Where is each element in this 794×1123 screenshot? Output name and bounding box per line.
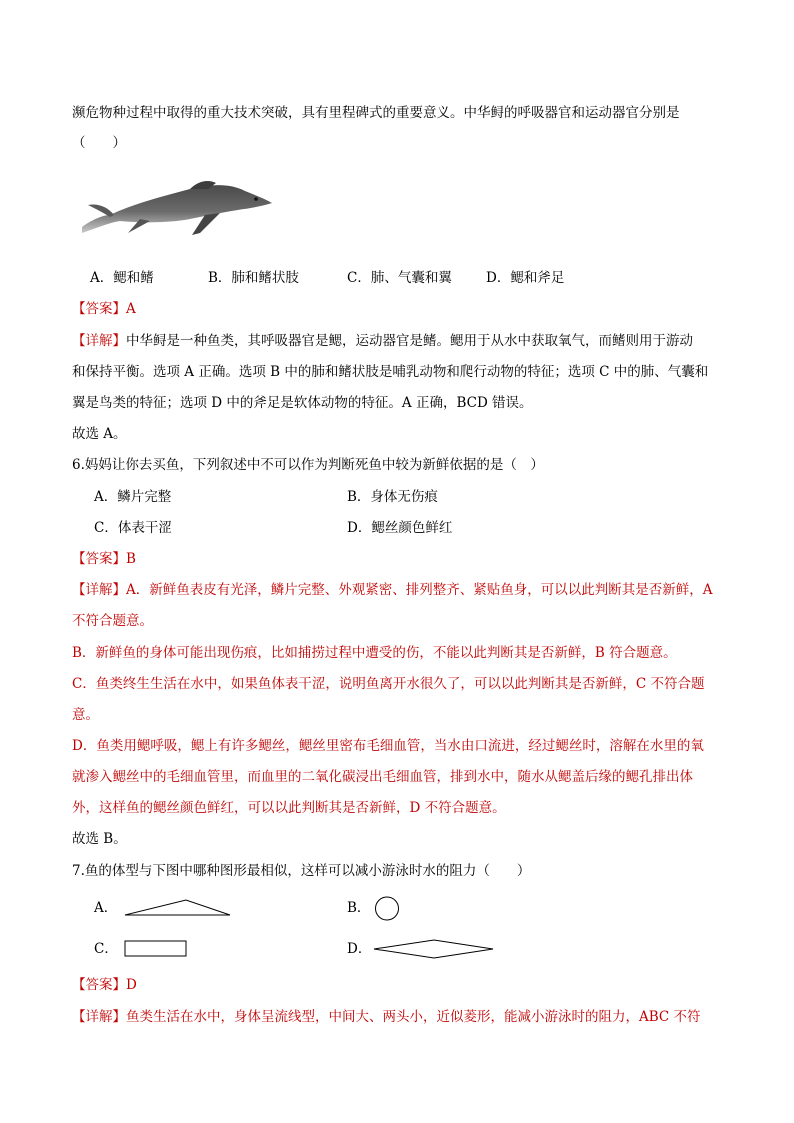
q5-option-c: C．肺、气囊和翼 <box>347 270 452 286</box>
q5-option-d: D．鳃和斧足 <box>486 270 565 286</box>
q5-detail-line-1 <box>72 331 693 351</box>
q7-answer-line <box>72 975 137 995</box>
q5-detail-line-3: 翼是鸟类的特征；选项 D 中的斧足是软体动物的特征。A 正确，BCD 错误。 <box>72 395 533 411</box>
q6-answer: B <box>126 551 136 567</box>
q7-option-a-label: A． <box>94 900 118 916</box>
q6-detail-line-2: 不符合题意。 <box>72 613 153 629</box>
q5-detail-line-2: 和保持平衡。选项 A 正确。选项 B 中的肺和鳍状肢是哺乳动物和爬行动物的特征；选项 C 中的肺、气囊和 <box>72 364 709 380</box>
q6-answer-line <box>72 549 136 569</box>
q6-conclusion: 故选 B。 <box>72 831 127 847</box>
answer-tag: 【答案】 <box>72 301 126 317</box>
q7-detail-text: 鱼类生活在水中，身体呈流线型，中间大、两头小，近似菱形，能减小游泳时的阻力，ABC 不符 <box>126 1009 701 1025</box>
q6-detail-line-1 <box>72 580 713 600</box>
q5-stem-continued: 濒危物种过程中取得的重大技术突破，具有里程碑式的重要意义。中华鲟的呼吸器官和运动器官分别是 <box>72 105 680 121</box>
detail-tag: 【详解】 <box>72 333 126 349</box>
q6-detail-line-3: B．新鲜鱼的身体可能出现伤痕，比如捕捞过程中遭受的伤，不能以此判断其是否新鲜，B 符合题意。 <box>72 645 677 661</box>
rhombus-shape <box>372 938 496 960</box>
detail-tag: 【详解】 <box>72 582 126 598</box>
q5-option-a: A．鳃和鳍 <box>90 270 154 286</box>
q5-answer-line <box>72 299 136 319</box>
q6-detail-line-8: 外，这样鱼的鳃丝颜色鲜红，可以以此判断其是否新鲜，D 不符合题意。 <box>72 800 506 816</box>
q6-option-a: A．鳞片完整 <box>94 489 172 505</box>
q5-option-b: B．肺和鳍状肢 <box>208 270 299 286</box>
q5-detail-text: 中华鲟是一种鱼类，其呼吸器官是鳃，运动器官是鳍。鳃用于从水中获取氧气，而鳍则用于游动 <box>126 333 693 349</box>
q7-option-d-label: D． <box>347 941 372 957</box>
q7-option-c-label: C． <box>94 941 118 957</box>
answer-tag: 【答案】 <box>72 551 126 567</box>
q5-conclusion: 故选 A。 <box>72 426 127 442</box>
q6-detail-line-7: 就渗入鳃丝中的毛细血管里，而血里的二氧化碳浸出毛细血管，排到水中，随水从鳃盖后缘的鳃孔排出体 <box>72 769 693 785</box>
q6-option-c: C．体表干涩 <box>94 520 172 536</box>
q6-option-d: D．鳃丝颜色鲜红 <box>347 520 453 536</box>
q6-detail-line-4: C．鱼类终生生活在水中，如果鱼体表干涩，说明鱼离开水很久了，可以以此判断其是否新鲜，C 不符合题 <box>72 676 705 692</box>
q7-option-b-label: B． <box>347 900 371 916</box>
q6-stem: 6.妈妈让你去买鱼，下列叙述中不可以作为判断死鱼中较为新鲜依据的是（ ） <box>72 457 544 473</box>
q5-answer: A <box>126 301 136 317</box>
triangle-shape <box>124 898 232 918</box>
q7-detail-line-1 <box>72 1007 701 1027</box>
q7-answer: D <box>126 977 137 993</box>
detail-tag: 【详解】 <box>72 1009 126 1025</box>
q6-option-b: B．身体无伤痕 <box>347 489 438 505</box>
q6-detail-text: A．新鲜鱼表皮有光泽，鳞片完整、外观紧密、排列整齐、紧贴鱼身，可以以此判断其是否新鲜，A <box>126 582 713 598</box>
q7-stem: 7.鱼的体型与下图中哪种图形最相似，这样可以减小游泳时水的阻力（ ） <box>72 863 531 879</box>
answer-tag: 【答案】 <box>72 977 126 993</box>
q5-answer-paren: （ ） <box>72 135 126 151</box>
q6-detail-line-6: D．鱼类用鳃呼吸，鳃上有许多鳃丝，鳃丝里密布毛细血管，当水由口流进，经过鳃丝时，溶解在水里的氧 <box>72 738 704 754</box>
sturgeon-image <box>80 175 275 237</box>
circle-shape <box>374 896 402 922</box>
q6-detail-line-5: 意。 <box>72 707 99 723</box>
rectangle-shape <box>124 939 188 959</box>
